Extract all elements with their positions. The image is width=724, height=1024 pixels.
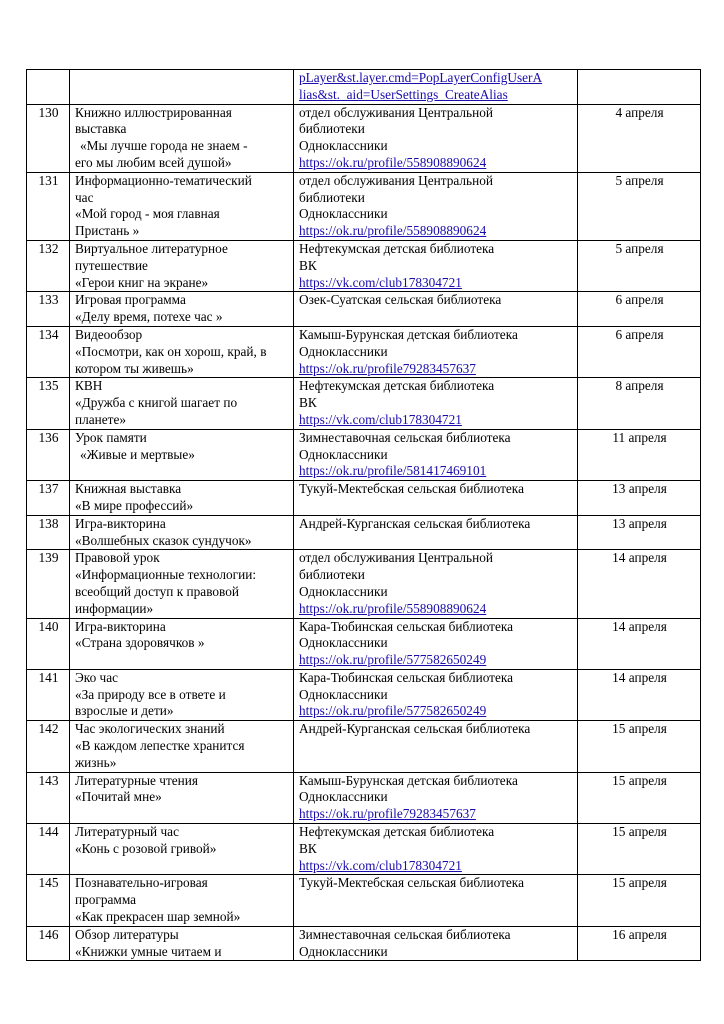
event-text-line: Книжно иллюстрированная: [75, 104, 232, 120]
table-row: [27, 669, 701, 720]
date-cell: 15 апреля: [578, 824, 701, 875]
event-text-line: «Делу время, потехе час »: [75, 309, 223, 325]
date-cell: 5 апреля: [578, 240, 701, 291]
place-cell: [294, 429, 578, 480]
profile-link[interactable]: https://ok.ru/profile/558908890624: [299, 600, 487, 616]
row-number-cell: 137: [27, 481, 70, 516]
event-text-line: Книжная выставка: [75, 481, 182, 497]
event-cell: [70, 875, 294, 926]
place-text-line: Тукуй-Мектебская сельская библиотека: [299, 481, 524, 497]
table-row: [27, 240, 701, 291]
place-text-line: отдел обслуживания Центральной: [299, 550, 493, 566]
table-row: [27, 515, 701, 550]
date-cell: 8 апреля: [578, 378, 701, 429]
date-cell: 15 апреля: [578, 875, 701, 926]
row-number-cell: 145: [27, 875, 70, 926]
profile-link[interactable]: https://ok.ru/profile/577582650249: [299, 703, 487, 719]
event-cell: [70, 618, 294, 669]
place-text-line: Нефтекумская детская библиотека: [299, 824, 495, 840]
place-cell: [294, 292, 578, 327]
table-row: [27, 721, 701, 772]
event-text-line: «Дружба с книгой шагает по: [75, 395, 238, 411]
place-text-line: Андрей-Курганская сельская библиотека: [299, 515, 531, 531]
place-text-line: библиотеки: [299, 121, 365, 137]
place-text-line: Одноклассники: [299, 138, 388, 154]
profile-link[interactable]: https://vk.com/club178304721: [299, 411, 462, 427]
place-cell: [294, 926, 578, 961]
event-text-line: «За природу все в ответе и: [75, 686, 226, 702]
place-text-line: Тукуй-Мектебская сельская библиотека: [299, 875, 524, 891]
date-cell: 14 апреля: [578, 669, 701, 720]
row-number-cell: [27, 70, 70, 105]
row-number-cell: 140: [27, 618, 70, 669]
event-text-line: Видеообзор: [75, 326, 143, 342]
row-number-cell: 136: [27, 429, 70, 480]
event-text-line: Познавательно-игровая: [75, 875, 208, 891]
event-text-line: час: [75, 189, 94, 205]
event-text-line: Игра-викторина: [75, 515, 166, 531]
event-text-line: Литературный час: [75, 824, 179, 840]
event-text-line: котором ты живешь»: [75, 360, 194, 376]
event-text-line: выставка: [75, 121, 127, 137]
event-text-line: жизнь»: [75, 754, 117, 770]
date-cell: 5 апреля: [578, 172, 701, 240]
place-text-line: Одноклассники: [299, 789, 388, 805]
event-cell: [70, 721, 294, 772]
place-text-line: Одноклассники: [299, 635, 388, 651]
place-cell: [294, 481, 578, 516]
place-cell: [294, 550, 578, 618]
date-cell: 16 апреля: [578, 926, 701, 961]
date-cell: 4 апреля: [578, 104, 701, 172]
event-text-line: «Книжки умные читаем и: [75, 943, 222, 959]
place-text-line: Нефтекумская детская библиотека: [299, 240, 495, 256]
event-text-line: Эко час: [75, 669, 119, 685]
event-cell: [70, 292, 294, 327]
event-cell: [70, 326, 294, 377]
row-number-cell: 134: [27, 326, 70, 377]
row-number-cell: 135: [27, 378, 70, 429]
event-text-line: «Мой город - моя главная: [75, 206, 220, 222]
table-row: [27, 292, 701, 327]
place-text-line: Озек-Суатская сельская библиотека: [299, 292, 502, 308]
table-row: [27, 481, 701, 516]
row-number-cell: 139: [27, 550, 70, 618]
event-text-line: «В каждом лепестке хранится: [75, 738, 245, 754]
place-cell: [294, 875, 578, 926]
place-text-line: Кара-Тюбинская сельская библиотека: [299, 669, 514, 685]
place-text-line: Одноклассники: [299, 446, 388, 462]
profile-link[interactable]: pLayer&st.layer.cmd=PopLayerConfigUserA: [299, 70, 543, 85]
place-cell: [294, 772, 578, 823]
place-text-line: ВК: [299, 840, 317, 856]
table-row: [27, 772, 701, 823]
place-text-line: ВК: [299, 257, 317, 273]
event-cell: [70, 481, 294, 516]
event-text-line: «Волшебных сказок сундучок»: [75, 532, 252, 548]
row-number-cell: 142: [27, 721, 70, 772]
profile-link[interactable]: https://vk.com/club178304721: [299, 857, 462, 873]
date-cell: 11 апреля: [578, 429, 701, 480]
place-text-line: библиотеки: [299, 189, 365, 205]
profile-link[interactable]: https://vk.com/club178304721: [299, 274, 462, 290]
place-cell: [294, 824, 578, 875]
row-number-cell: 143: [27, 772, 70, 823]
event-text-line: Игровая программа: [75, 292, 186, 308]
table-row-continuation: [27, 70, 701, 105]
profile-link[interactable]: https://ok.ru/profile/577582650249: [299, 652, 487, 668]
event-text-line: Литературные чтения: [75, 772, 199, 788]
date-cell: 13 апреля: [578, 515, 701, 550]
event-cell: [70, 429, 294, 480]
event-cell: [70, 172, 294, 240]
profile-link[interactable]: https://ok.ru/profile/581417469101: [299, 463, 487, 479]
place-text-line: Камыш-Бурунская детская библиотека: [299, 772, 518, 788]
event-cell: [70, 378, 294, 429]
place-text-line: Нефтекумская детская библиотека: [299, 378, 495, 394]
profile-link[interactable]: lias&st._aid=UserSettings_CreateAlias: [299, 86, 508, 102]
place-text-line: ВК: [299, 395, 317, 411]
event-text-line: Обзор литературы: [75, 926, 179, 942]
event-text-line: его мы любим всей душой»: [75, 154, 232, 170]
events-table-body: [27, 70, 701, 961]
event-text-line: путешествие: [75, 257, 148, 273]
place-text-line: Одноклассники: [299, 583, 388, 599]
event-text-line: «Информационные технологии:: [75, 567, 257, 583]
events-table: [26, 69, 701, 961]
event-cell: [70, 515, 294, 550]
date-cell: 15 апреля: [578, 772, 701, 823]
event-text-line: Пристань »: [75, 223, 140, 239]
event-text-line: «Страна здоровячков »: [75, 635, 205, 651]
event-text-line: «Герои книг на экране»: [75, 274, 209, 290]
event-text-line: Час экологических знаний: [75, 721, 225, 737]
event-text-line: Виртуальное литературное: [75, 240, 228, 256]
place-cell: [294, 240, 578, 291]
place-cell: [294, 326, 578, 377]
event-text-line: Информационно-тематический: [75, 172, 252, 188]
event-text-line: КВН: [75, 378, 103, 394]
table-row: [27, 429, 701, 480]
row-number-cell: 133: [27, 292, 70, 327]
table-row: [27, 875, 701, 926]
place-text-line: библиотеки: [299, 567, 365, 583]
event-text-line: взрослые и дети»: [75, 703, 174, 719]
date-cell: 14 апреля: [578, 618, 701, 669]
place-text-line: Зимнеставочная сельская библиотека: [299, 429, 511, 445]
row-number-cell: 141: [27, 669, 70, 720]
event-text-line: Правовой урок: [75, 550, 160, 566]
table-row: [27, 618, 701, 669]
event-text-line: «Почитай мне»: [75, 789, 162, 805]
row-number-cell: 131: [27, 172, 70, 240]
event-text-line: планете»: [75, 411, 127, 427]
event-text-line: «Конь с розовой гривой»: [75, 840, 217, 856]
event-cell: [70, 550, 294, 618]
event-text-line: «Посмотри, как он хорош, край, в: [75, 343, 267, 359]
place-cell: [294, 70, 578, 105]
date-cell: 15 апреля: [578, 721, 701, 772]
place-cell: [294, 515, 578, 550]
event-text-line: Игра-викторина: [75, 618, 166, 634]
place-text-line: отдел обслуживания Центральной: [299, 172, 493, 188]
place-cell: [294, 378, 578, 429]
profile-link[interactable]: https://ok.ru/profile79283457637: [299, 360, 476, 376]
event-cell: [70, 669, 294, 720]
date-cell: [578, 70, 701, 105]
place-text-line: Одноклассники: [299, 206, 388, 222]
table-row: [27, 104, 701, 172]
table-row: [27, 378, 701, 429]
row-number-cell: 144: [27, 824, 70, 875]
profile-link[interactable]: https://ok.ru/profile79283457637: [299, 806, 476, 822]
event-text-line: «В мире профессий»: [75, 497, 194, 513]
row-number-cell: 138: [27, 515, 70, 550]
place-cell: [294, 172, 578, 240]
event-text-line: информации»: [75, 600, 154, 616]
place-text-line: Одноклассники: [299, 343, 388, 359]
event-cell: [70, 824, 294, 875]
event-text-line: всеобщий доступ к правовой: [75, 583, 239, 599]
row-number-cell: 132: [27, 240, 70, 291]
date-cell: 14 апреля: [578, 550, 701, 618]
profile-link[interactable]: https://ok.ru/profile/558908890624: [299, 223, 487, 239]
date-cell: 13 апреля: [578, 481, 701, 516]
place-text-line: Кара-Тюбинская сельская библиотека: [299, 618, 514, 634]
event-text-line: программа: [75, 892, 137, 908]
profile-link[interactable]: https://ok.ru/profile/558908890624: [299, 154, 487, 170]
place-text-line: Одноклассники: [299, 686, 388, 702]
place-cell: [294, 669, 578, 720]
event-cell: [70, 772, 294, 823]
place-cell: [294, 104, 578, 172]
event-cell: [70, 104, 294, 172]
event-text-line: Урок памяти: [75, 429, 147, 445]
event-text-line: «Мы лучше города не знаем -: [80, 138, 248, 154]
event-cell: [70, 926, 294, 961]
table-row: [27, 326, 701, 377]
row-number-cell: 146: [27, 926, 70, 961]
place-cell: [294, 618, 578, 669]
place-text-line: Зимнеставочная сельская библиотека: [299, 926, 511, 942]
date-cell: 6 апреля: [578, 326, 701, 377]
event-cell: [70, 240, 294, 291]
table-row: [27, 824, 701, 875]
place-text-line: отдел обслуживания Центральной: [299, 104, 493, 120]
place-cell: [294, 721, 578, 772]
date-cell: 6 апреля: [578, 292, 701, 327]
event-cell: [70, 70, 294, 105]
row-number-cell: 130: [27, 104, 70, 172]
event-text-line: «Живые и мертвые»: [80, 446, 195, 462]
table-row: [27, 926, 701, 961]
event-text-line: «Как прекрасен шар земной»: [75, 909, 241, 925]
table-row: [27, 172, 701, 240]
table-row: [27, 550, 701, 618]
place-text-line: Одноклассники: [299, 943, 388, 959]
place-text-line: Андрей-Курганская сельская библиотека: [299, 721, 531, 737]
place-text-line: Камыш-Бурунская детская библиотека: [299, 326, 518, 342]
